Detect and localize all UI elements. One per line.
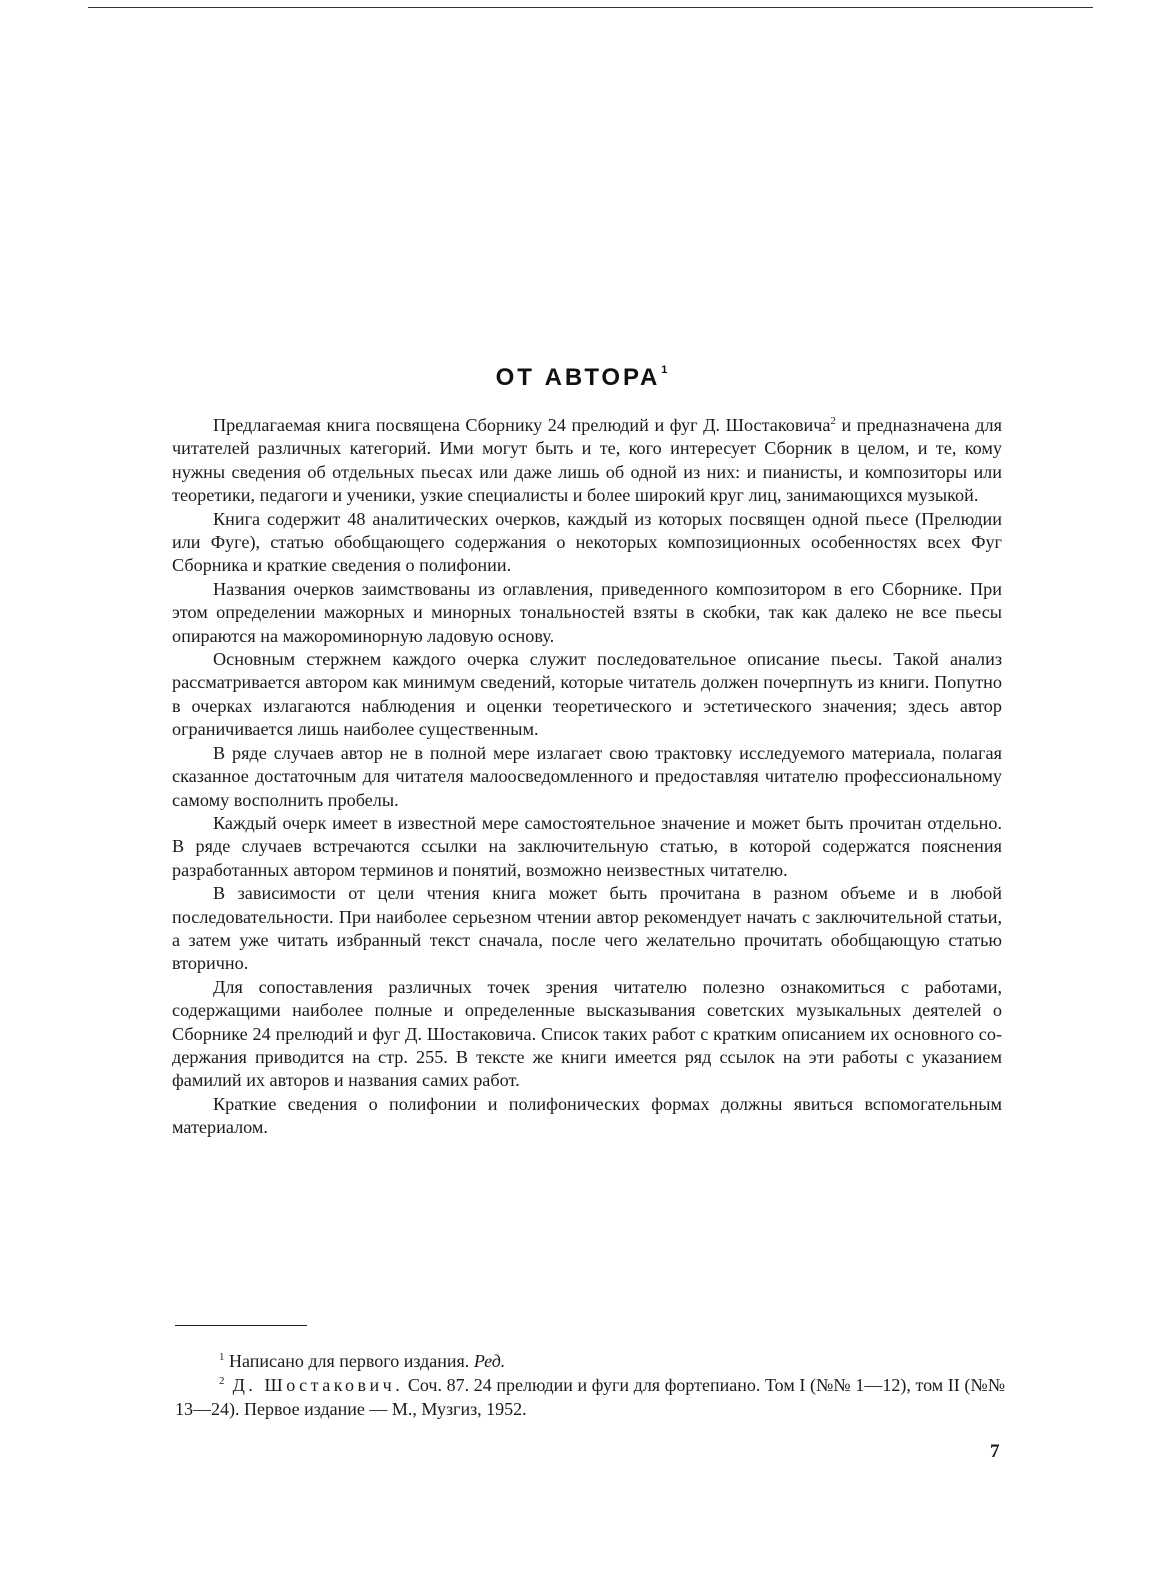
footnotes [175,1349,1005,1421]
footnote-ref-2: 2 [830,414,836,427]
paragraph-8: Для сопоставления различных точек зрения читателю полезно ознакомиться с работами, содержащими наиболее полные и определенные высказывания советских музыкальных деятелей о Сборнике 24 прелюдий и фуг Д. Шостаковича. Список таких работ с кратким описанием их основного содержания приводится на стр. 255. В тексте же книги имеется ряд ссылок на эти работы с указанием фамилий их авторов и названия самих работ. [172,976,1002,1091]
footnote-1 [175,1349,1005,1373]
paragraph-2: Книга содержит 48 аналитических очерков, каждый из которых посвящен одной пьесе (Прелюдии или Фуге), статью обобщающего содержания о некоторых композиционных особенностях всех Фуг Сборника и краткие сведения о полифонии. [172,508,1002,576]
paragraph-1-part-a: Предлагаемая книга посвящена Сборнику 24 прелюдий и фуг Д. Шостаковича [213,415,831,435]
footnote-2-mark: 2 [219,1375,225,1387]
paragraph-4: Основным стержнем каждого очерка служит последовательное описание пьесы. Такой анализ рассматривается автором как минимум сведений, которые читатель должен почерпнуть из книги. Попутно в очерках излагаются наблюдения и оценки теоретического и эстетического значения; здесь автор ограничивается лишь наиболее существенным. [172,649,1002,740]
footnote-2-author: Д. Шостакович. [224,1375,404,1395]
footnote-1-text: Написано для первого издания. [224,1351,474,1371]
footnote-2 [175,1373,1005,1421]
paragraph-1-part-b: и предназначена для читателей различных категорий. Ими могут быть и те, кого интересует Сборник в целом, и те, кому нужны сведения об отдельных пьесах или даже лишь об одной из них: и пианисты, и композиторы или теоретики, педагоги и ученики, узкие специалисты и более широкий круг лиц, занимающихся музыкой. [172,415,1002,506]
paragraph-9: Краткие сведения о полифонии и полифонических формах должны явиться вспомогательным материалом. [172,1093,1002,1138]
footnote-1-mark: 1 [219,1351,225,1363]
title-text: ОТ АВТОРА [495,364,661,391]
top-rule [88,7,1093,8]
title-footnote-mark: 1 [661,364,668,376]
paragraph-6: Каждый очерк имеет в известной мере самостоятельное значение и может быть прочитан отдельно. В ряде случаев встречаются ссылки на заключительную статью, в которой содержатся пояснения разработанных автором терминов и понятий, возможно неизвестных читателю. [172,812,1002,880]
footnote-2-text: Соч. 87. 24 прелюдии и фуги для фортепиано. Том I (№№ 1—12), том II (№№ 13—24). Первое издание — М., Музгиз, 1952. [175,1375,1005,1419]
paragraph-3: Названия очерков заимствованы из оглавления, приведенного композитором в его Сборнике. При этом определении мажорных и минорных тональностей взяты в скобки, так как далеко не все пьесы опираются на мажороминорную ладовую основу. [172,578,1002,646]
page-title [0,364,1163,392]
footnote-rule [175,1325,307,1326]
paragraph-7: В зависимости от цели чтения книга может быть прочитана в разном объеме и в любой последовательности. При наиболее серьезном чтении автор рекомендует начать с заключительной статьи, а затем уже читать избранный текст сначала, после чего желательно прочитать обобщающую статью вторично. [172,883,1002,974]
body-text [172,414,1002,1140]
footnote-1-editor: Ред. [473,1351,506,1371]
paragraph-5: В ряде случаев автор не в полной мере излагает свою трактовку исследуемого материала, полагая сказанное достаточным для читателя малоосведомленного и предоставляя читателю профессиональному самому восполнить пробелы. [172,742,1002,810]
page-number: 7 [990,1441,1000,1462]
paragraph-1 [172,414,1002,508]
